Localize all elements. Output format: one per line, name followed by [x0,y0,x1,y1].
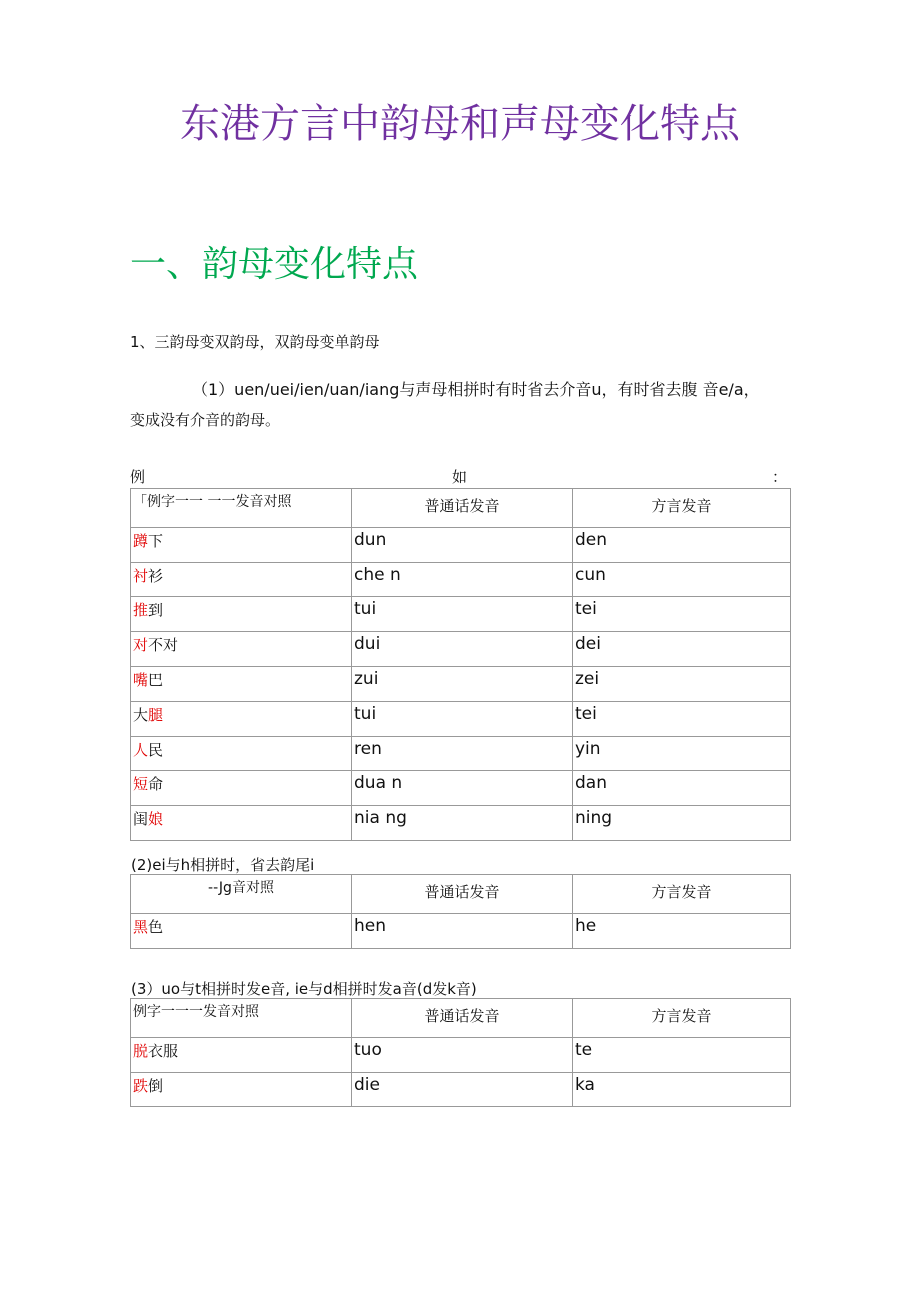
word-part: 闺 [133,810,149,829]
table-header-row [131,875,791,914]
dialect-pronunciation-cell: ning [573,806,791,841]
highlighted-character: 短 [133,775,149,794]
word-part: 到 [148,601,164,620]
dialect-pronunciation-cell: den [573,527,791,562]
mandarin-pronunciation-cell: die [352,1072,573,1107]
mandarin-pronunciation-cell: dua n [352,771,573,806]
dialect-pronunciation-cell: dei [573,632,791,667]
word-part: 民 [148,740,164,759]
word-part: 衫 [148,566,164,585]
dialect-pronunciation-cell: zei [573,666,791,701]
highlighted-character: 衬 [133,566,149,585]
mandarin-pronunciation-cell: dun [352,527,573,562]
table-row [131,771,791,806]
example-word-cell [131,632,352,667]
table-row [131,527,791,562]
mandarin-pronunciation-cell: che n [352,562,573,597]
mandarin-pronunciation-cell: tui [352,701,573,736]
word-part: 不对 [148,636,179,655]
example-word-cell [131,913,352,948]
column-header: 方言发音 [573,999,791,1038]
table-row [131,736,791,771]
column-header: 例字一一一发音对照 [131,999,352,1038]
subsection-heading: (2)ei与h相拼时，省去韵尾i [131,856,315,874]
highlighted-character: 跌 [133,1076,149,1095]
highlighted-character: 嘴 [133,670,149,689]
example-word-cell [131,597,352,632]
dialect-pronunciation-cell: dan [573,771,791,806]
table-row [131,913,791,948]
highlighted-character: 人 [133,740,149,759]
example-word-cell [131,736,352,771]
column-header: 普通话发音 [352,875,573,914]
column-header: 方言发音 [573,875,791,914]
example-word-cell [131,701,352,736]
column-header: 「例字一一 一一发音对照 [131,489,352,528]
item-heading: 1、三韵母变双韵母，双韵母变单韵母 [130,333,380,351]
example-word-cell [131,1072,352,1107]
dialect-pronunciation-cell: tei [573,597,791,632]
comparison-table-3 [130,998,791,1107]
word-part: 色 [148,917,164,936]
highlighted-character: 腿 [148,705,164,724]
word-part: 衣服 [148,1041,179,1060]
mandarin-pronunciation-cell: dui [352,632,573,667]
column-header: --Jg音对照 [131,875,352,914]
mandarin-pronunciation-cell: hen [352,913,573,948]
example-word-cell [131,1037,352,1072]
paragraph-line: （1）uen/uei/ien/uan/iang与声母相拼时有时省去介音u，有时省去腹 音e/a， [192,380,760,399]
example-word-cell [131,527,352,562]
mandarin-pronunciation-cell: ren [352,736,573,771]
table-row [131,632,791,667]
table-header-row [131,489,791,528]
example-word-cell [131,806,352,841]
word-part: 命 [148,775,164,794]
mandarin-pronunciation-cell: tuo [352,1037,573,1072]
table-row [131,1072,791,1107]
column-header: 普通话发音 [352,999,573,1038]
example-word-cell [131,771,352,806]
example-label: ： [772,468,788,486]
mandarin-pronunciation-cell: tui [352,597,573,632]
table-header-row [131,999,791,1038]
dialect-pronunciation-cell: yin [573,736,791,771]
word-part: 下 [148,531,164,550]
table-row [131,701,791,736]
subsection-heading: (3）uo与t相拼时发e音, ie与d相拼时发a音(d发k音) [131,980,477,998]
example-label: 如 [452,468,468,486]
table-row [131,666,791,701]
dialect-pronunciation-cell: te [573,1037,791,1072]
table-row [131,562,791,597]
section-heading: 一、韵母变化特点 [130,244,419,285]
table-row [131,1037,791,1072]
dialect-pronunciation-cell: tei [573,701,791,736]
document-title: 东港方言中韵母和声母变化特点 [180,101,740,147]
example-word-cell [131,562,352,597]
highlighted-character: 推 [133,601,149,620]
highlighted-character: 蹲 [133,531,149,550]
highlighted-character: 娘 [148,810,164,829]
dialect-pronunciation-cell: he [573,913,791,948]
example-word-cell [131,666,352,701]
word-part: 巴 [148,670,164,689]
table-row [131,806,791,841]
highlighted-character: 脱 [133,1041,149,1060]
column-header: 方言发音 [573,489,791,528]
highlighted-character: 黑 [133,917,149,936]
word-part: 大 [133,705,149,724]
paragraph-line: 变成没有介音的韵母。 [130,411,281,429]
highlighted-character: 对 [133,636,149,655]
mandarin-pronunciation-cell: nia ng [352,806,573,841]
dialect-pronunciation-cell: ka [573,1072,791,1107]
example-label: 例 [130,468,146,486]
comparison-table-2 [130,874,791,949]
word-part: 倒 [148,1076,164,1095]
comparison-table-1 [130,488,791,841]
table-row [131,597,791,632]
dialect-pronunciation-cell: cun [573,562,791,597]
column-header: 普通话发音 [352,489,573,528]
mandarin-pronunciation-cell: zui [352,666,573,701]
